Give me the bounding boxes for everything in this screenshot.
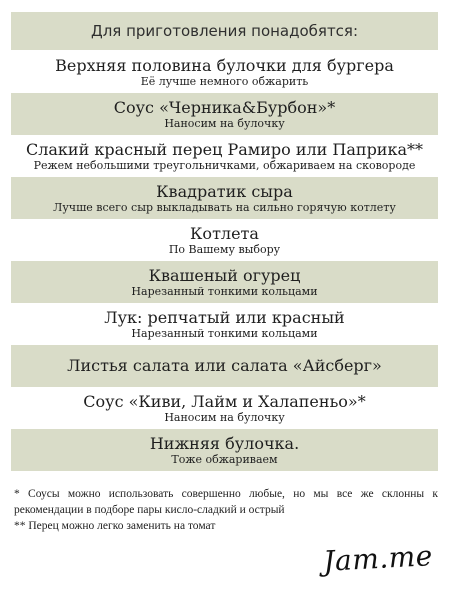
ingredient-note: Её лучше немного обжарить	[140, 74, 309, 88]
ingredient-row	[11, 219, 438, 261]
ingredient-title: Соус «Черника&Бурбон»*	[113, 97, 336, 117]
ingredient-row	[11, 429, 438, 471]
ingredient-row	[11, 345, 438, 387]
ingredient-note: Режем небольшими треугольничками, обжариваем на сковороде	[33, 158, 416, 172]
ingredient-title: Котлета	[190, 223, 259, 243]
footnotes	[14, 486, 438, 534]
footnote-sauces: * Соусы можно использовать совершенно любые, но мы все же склонны к рекомендации в подборе пары кисло-сладкий и острый	[14, 488, 438, 516]
ingredient-note: Лучше всего сыр выкладывать на сильно горячую котлету	[53, 200, 396, 214]
ingredient-note: Наносим на булочку	[164, 410, 285, 424]
ingredient-title: Листья салата или салата «Айсберг»	[67, 356, 382, 375]
ingredient-row	[11, 177, 438, 219]
brand-logo	[322, 535, 434, 580]
ingredient-row	[11, 261, 438, 303]
ingredient-note: Наносим на булочку	[164, 116, 285, 130]
ingredient-row	[11, 303, 438, 345]
ingredient-title: Слакий красный перец Рамиро или Паприка**	[25, 139, 424, 159]
ingredient-title: Нижняя булочка.	[149, 433, 300, 453]
ingredient-list	[11, 51, 438, 471]
ingredient-note: Нарезанный тонкими кольцами	[131, 284, 318, 298]
page-title: Для приготовления понадобятся:	[90, 22, 359, 40]
footnote-pepper: ** Перец можно легко заменить на томат	[14, 520, 216, 532]
ingredient-note: Тоже обжариваем	[171, 452, 278, 466]
ingredient-note: По Вашему выбору	[168, 242, 281, 256]
logo-text: Jam.me	[322, 538, 434, 578]
ingredient-title: Квадратик сыра	[156, 181, 293, 201]
ingredient-row	[11, 387, 438, 429]
header-band	[11, 12, 438, 50]
ingredient-note: Нарезанный тонкими кольцами	[131, 326, 318, 340]
ingredient-title: Верхняя половина булочки для бургера	[55, 55, 394, 75]
ingredient-title: Квашеный огурец	[148, 265, 301, 285]
ingredient-title: Лук: репчатый или красный	[104, 307, 345, 327]
ingredient-row	[11, 135, 438, 177]
ingredient-row	[11, 93, 438, 135]
ingredient-row	[11, 51, 438, 93]
ingredient-title: Соус «Киви, Лайм и Халапеньо»*	[83, 391, 366, 411]
